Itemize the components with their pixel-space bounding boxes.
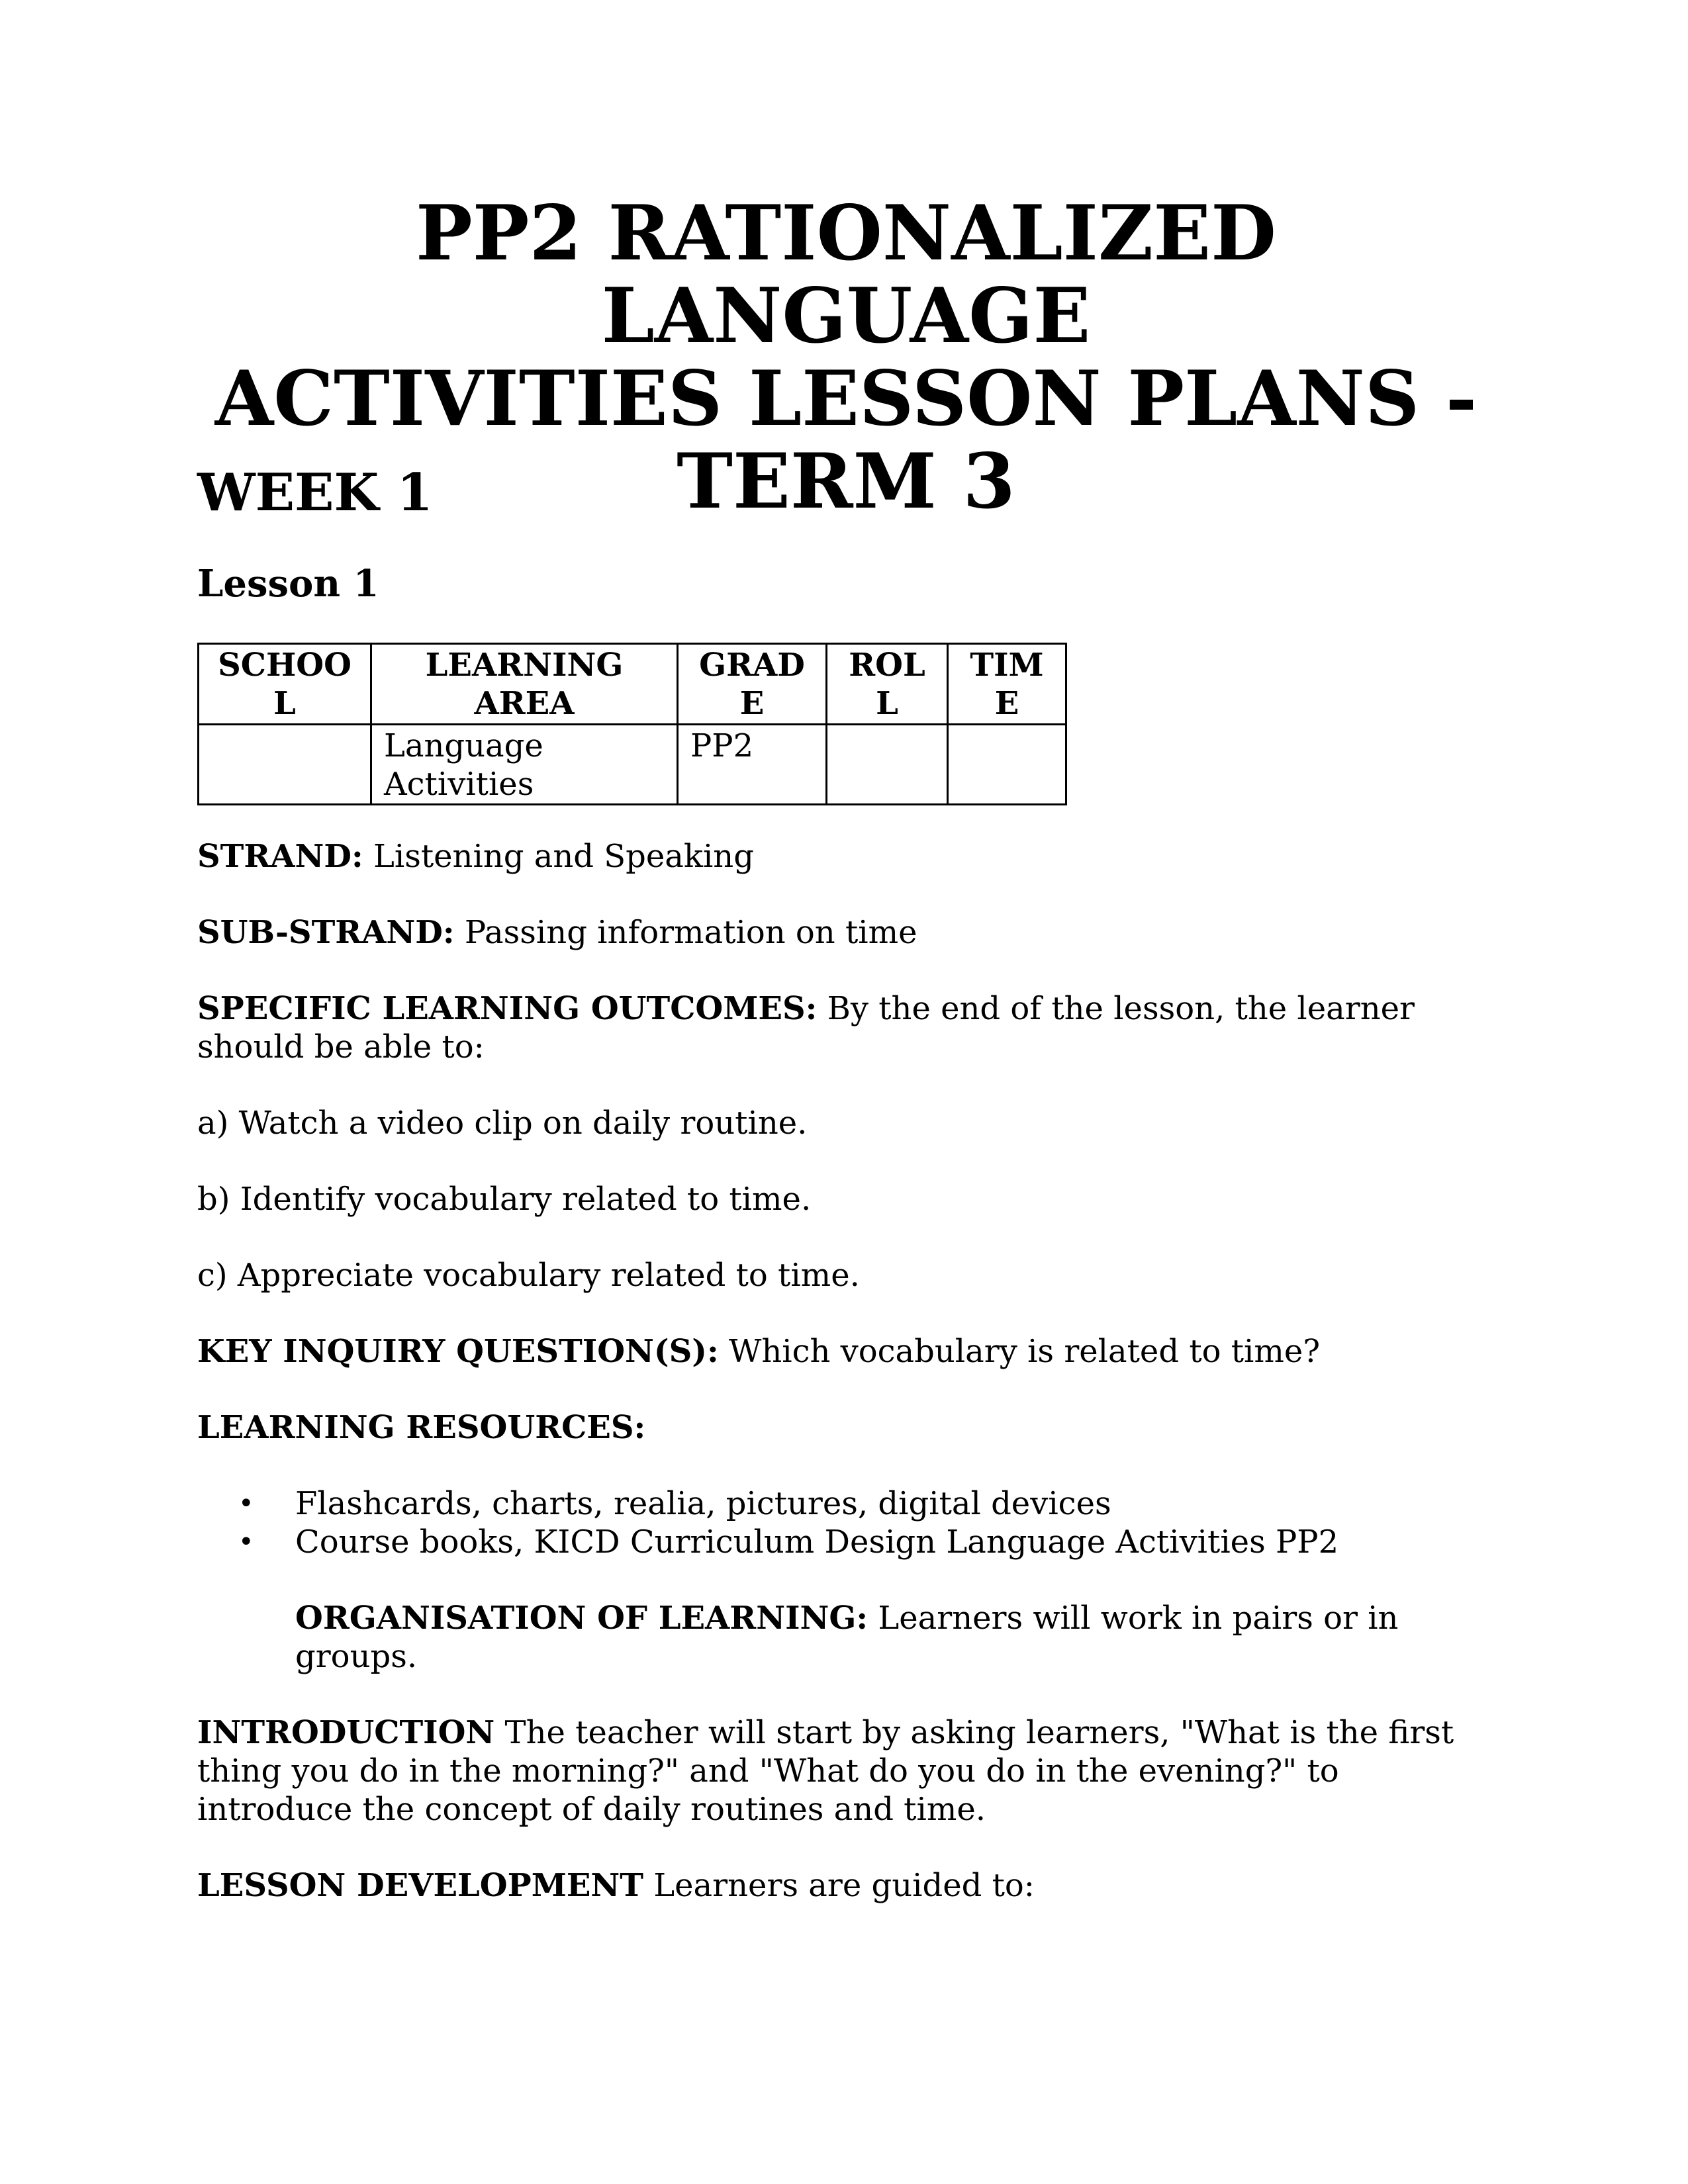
- header-time: TIM E: [948, 644, 1066, 725]
- sub-strand: SUB-STRAND: Passing information on time: [197, 914, 917, 951]
- outcome-item: c) Appreciate vocabulary related to time.: [197, 1257, 860, 1294]
- title-line-2: ACTIVITIES LESSON PLANS -: [214, 354, 1477, 443]
- cell-grade: PP2: [678, 725, 827, 805]
- header-learning-area: LEARNING AREA: [371, 644, 678, 725]
- title-line-1: PP2 RATIONALIZED LANGUAGE: [416, 189, 1276, 360]
- cell-roll: [827, 725, 948, 805]
- list-item: • Flashcards, charts, realia, pictures, digital devices: [295, 1484, 1495, 1523]
- header-roll: ROL L: [827, 644, 948, 725]
- cell-time: [948, 725, 1066, 805]
- title-line-3: TERM 3: [677, 437, 1015, 525]
- key-inquiry-question: KEY INQUIRY QUESTION(S): Which vocabulary is related to time?: [197, 1333, 1321, 1370]
- cell-learning-area: Language Activities: [371, 725, 678, 805]
- introduction: INTRODUCTION The teacher will start by asking learners, "What is the first thing you do in the morning?" and "What do you do in the evening?" to introduce the concept of daily routines and time.: [197, 1714, 1454, 1828]
- specific-learning-outcomes: SPECIFIC LEARNING OUTCOMES: By the end of the lesson, the learner should be able to:: [197, 990, 1415, 1066]
- learning-resources-heading: LEARNING RESOURCES:: [197, 1409, 646, 1446]
- header-grade: GRAD E: [678, 644, 827, 725]
- table-row: [199, 725, 1066, 805]
- list-item: • Course books, KICD Curriculum Design Language Activities PP2: [295, 1523, 1495, 1561]
- lesson-heading: Lesson 1: [197, 562, 379, 606]
- organisation-of-learning: ORGANISATION OF LEARNING: Learners will work in pairs or in groups.: [295, 1600, 1399, 1675]
- cell-school: [199, 725, 371, 805]
- outcome-item: b) Identify vocabulary related to time.: [197, 1181, 812, 1218]
- outcome-item: a) Watch a video clip on daily routine.: [197, 1105, 808, 1142]
- table-header-row: [199, 644, 1066, 725]
- week-heading: WEEK 1: [197, 463, 433, 523]
- header-school: SCHOO L: [199, 644, 371, 725]
- strand: STRAND: Listening and Speaking: [197, 838, 754, 875]
- lesson-development: LESSON DEVELOPMENT Learners are guided to:: [197, 1867, 1035, 1904]
- learning-resources-list: [197, 1484, 1495, 1561]
- lesson-body: [197, 837, 1495, 1942]
- lesson-info-table: [197, 643, 1067, 805]
